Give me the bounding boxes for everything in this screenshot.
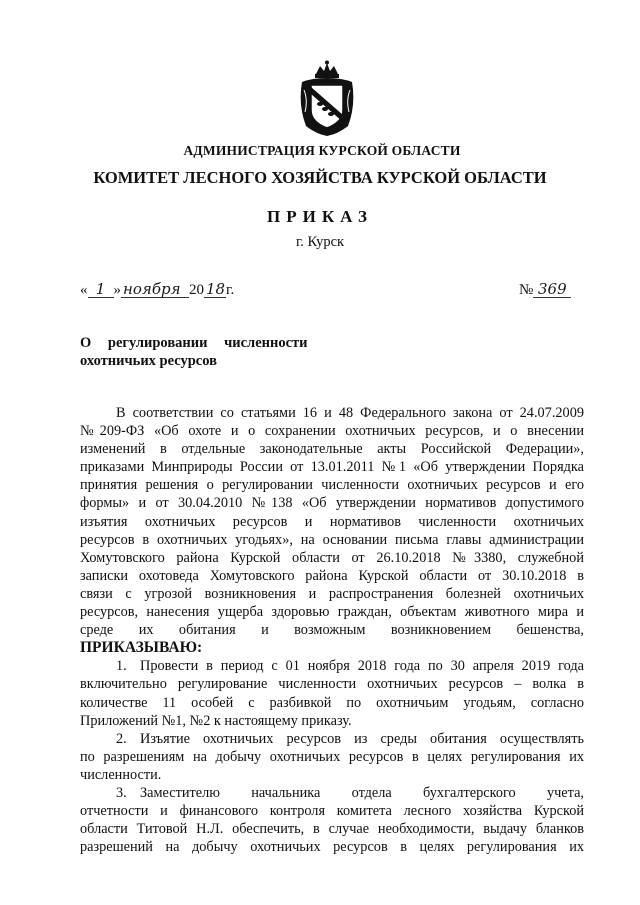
item-2-first-line: [80, 730, 584, 748]
item-2-line: по разрешениям на добычу охотничьих ресурсов в целях регулирования их: [80, 748, 584, 765]
preamble-line: среде их обитания и возможным возникновением бешенства,: [80, 622, 584, 639]
date-open-quote: «: [80, 282, 88, 298]
org-admin-title: АДМИНИСТРАЦИЯ КУРСКОЙ ОБЛАСТИ: [183, 143, 461, 158]
preamble-line: приказами Минприроды России от 13.01.2011 №1 «Об утверждении Порядка: [80, 459, 584, 476]
item-2-number: 2.: [116, 730, 127, 747]
subject-line-2: охотничьих ресурсов: [80, 353, 217, 369]
date-day: 1: [88, 281, 114, 298]
preamble-line: №209-ФЗ «Об охоте и о сохранении охотничьих ресурсов, и о внесении: [80, 423, 584, 440]
item-3-first-text: Заместителю начальника отдела бухгалтерского учета,: [140, 784, 584, 801]
item-3-first-line: [80, 784, 584, 802]
date-year-unit: г.: [226, 282, 235, 298]
preamble-line: изъятия охотничьих ресурсов и нормативов численности охотничьих: [80, 513, 584, 530]
preamble-line: изменений в отдельные законодательные акты Российской Федерации»,: [80, 441, 584, 458]
preamble-line: ресурсов, нанесения ущерба здоровью граждан, объектам животного мира и: [80, 604, 584, 621]
item-1-line: Приложений №1, №2 к настоящему приказу.: [80, 712, 352, 729]
org-committee-title: КОМИТЕТ ЛЕСНОГО ХОЗЯЙСТВА КУРСКОЙ ОБЛАСТИ: [93, 168, 547, 187]
item-3-line: разрешений на добычу охотничьих ресурсов в целях регулирования их: [80, 839, 584, 856]
order-subject: [80, 334, 308, 370]
item-1-line: количестве 11 особей с разбивкой по охотничьим угодьям, согласно: [80, 694, 584, 711]
decree-word: ПРИКАЗЫВАЮ:: [80, 639, 203, 657]
item-1-first-text: Провести в период с 01 ноября 2018 года по 30 апреля 2019 года: [140, 658, 584, 675]
preamble-line: связи с угрозой возникновения и распространения болезней охотничьих: [80, 585, 584, 602]
preamble-line: В соответствии со статьями 16 и 48 Федерального закона от 24.07.2009: [116, 405, 584, 421]
item-3-number: 3.: [116, 784, 127, 801]
date-year-suffix: 18: [206, 280, 226, 298]
item-2-first-text: Изъятие охотничьих ресурсов из среды обитания осуществлять: [140, 730, 584, 747]
order-number: [519, 281, 571, 299]
preamble-line: записки охотоведа Хомутовского района Курской области от 30.10.2018 в: [80, 567, 584, 584]
preamble-line: формы» и от 30.04.2010 №138 «Об утверждении нормативов допустимого: [80, 495, 584, 512]
city-line: г. Курск: [295, 234, 345, 250]
preamble-line: Хомутовского района Курской области от 26.10.2018 №3380, служебной: [80, 549, 584, 566]
item-2-line: численности.: [80, 766, 162, 783]
date-year-prefix: 20: [189, 282, 204, 298]
preamble-line: ресурсов в охотничьих угодьях», на основании письма главы администрации: [80, 531, 584, 548]
subject-line-1: О регулировании численности: [80, 335, 308, 351]
number-prefix: №: [519, 282, 534, 298]
item-1-first-line: [80, 657, 584, 675]
item-3-line: области Титовой Н.Л. обеспечить, в случае необходимости, выдачу бланков: [80, 821, 584, 838]
number-value: 369: [533, 281, 571, 298]
date-close-quote: »: [113, 282, 121, 298]
coat-of-arms-emblem: [296, 60, 358, 138]
item-3-line: отчетности и финансового контроля комитета лесного хозяйства Курской: [80, 803, 584, 820]
item-1-number: 1.: [116, 658, 127, 675]
document-type-title: ПРИКАЗ: [267, 207, 373, 226]
order-date: [80, 281, 234, 299]
item-1-line: включительно регулирование численности охотничьих ресурсов – волка в: [80, 676, 584, 693]
date-month: ноября: [121, 281, 189, 298]
preamble-line: принятия решения о регулировании численности охотничьих ресурсов и его: [80, 477, 584, 494]
preamble-paragraph: [80, 404, 584, 856]
